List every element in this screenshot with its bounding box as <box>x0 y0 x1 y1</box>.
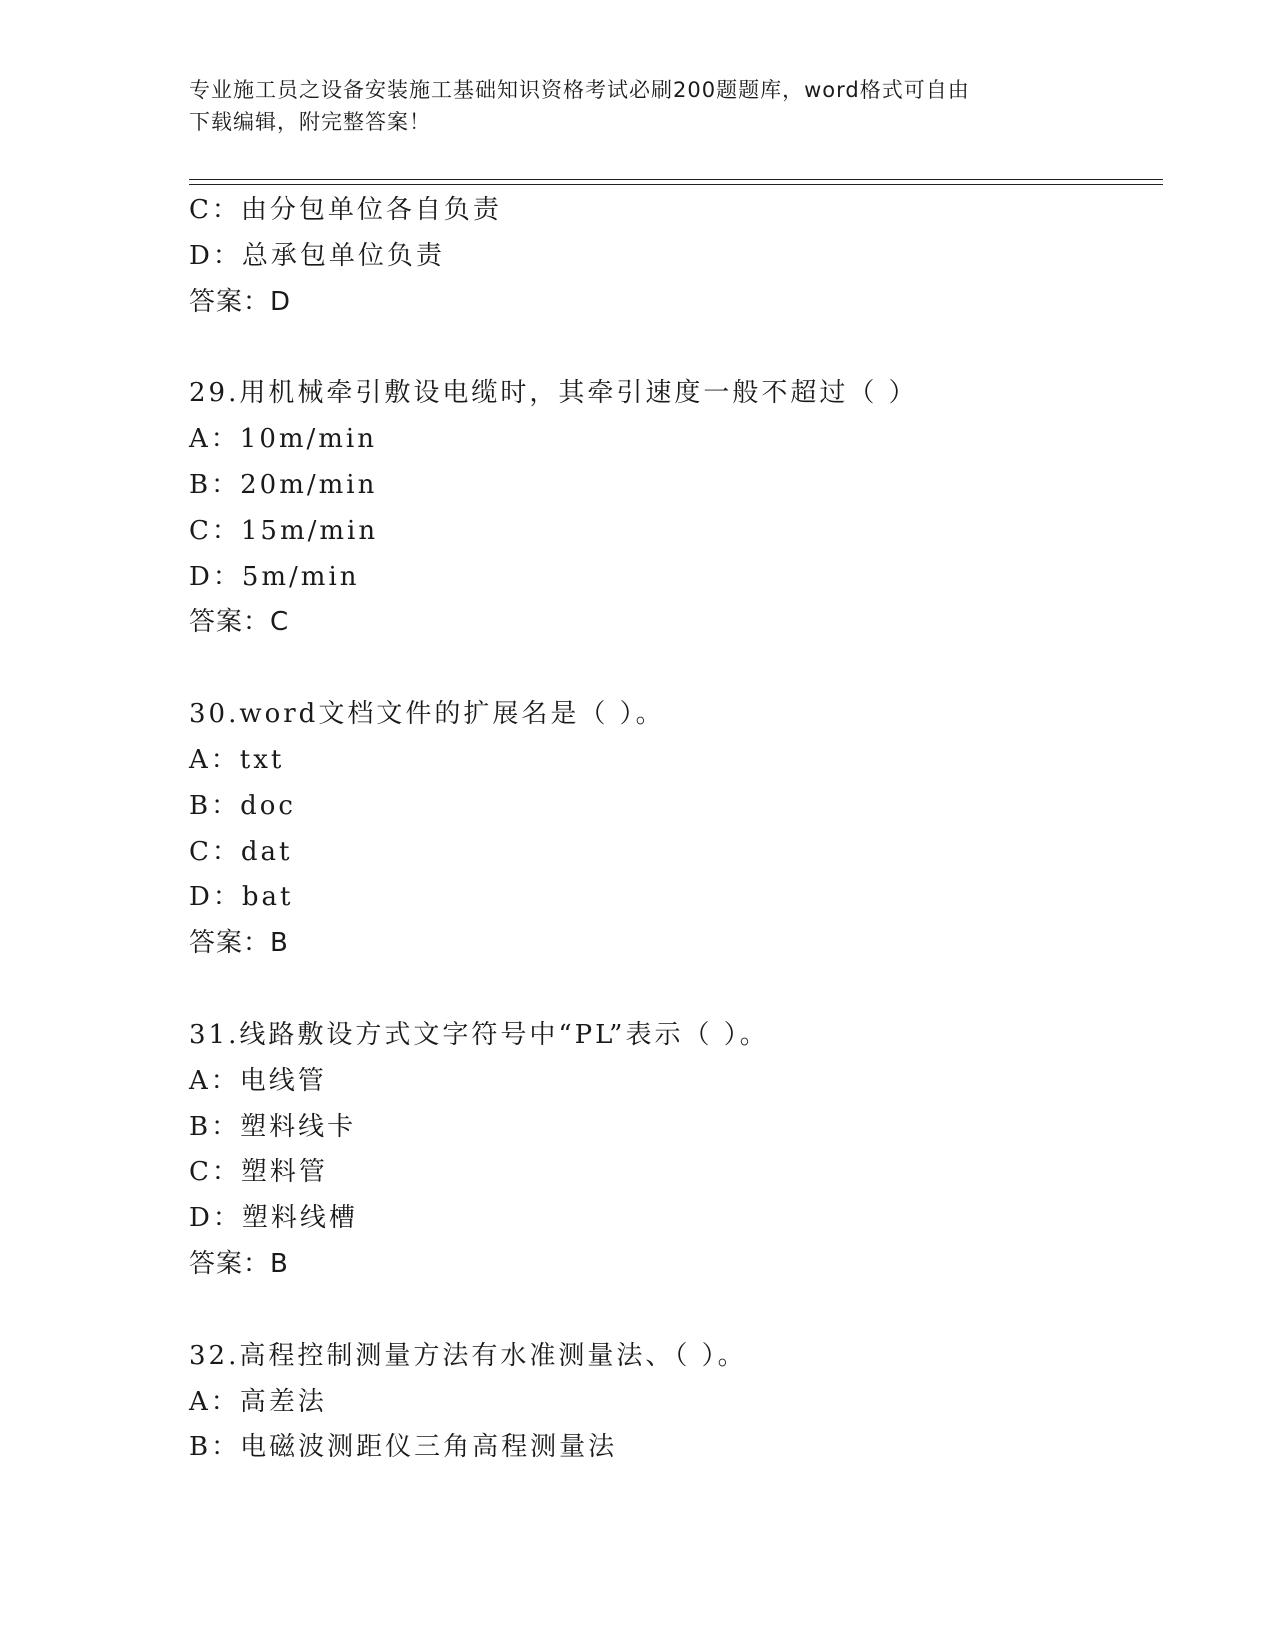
spacer <box>189 1288 1163 1334</box>
question-stem: 29.用机械牵引敷设电缆时，其牵引速度一般不超过（ ） <box>189 378 918 409</box>
spacer <box>189 967 1163 1013</box>
question-29 <box>189 371 1163 646</box>
question-30 <box>189 692 1163 967</box>
header-divider-bottom <box>189 184 1163 185</box>
document-header <box>189 74 1089 138</box>
option-a: A：txt <box>189 744 285 775</box>
option-c: C：15m/min <box>189 515 379 546</box>
question-28-continuation <box>189 188 1163 325</box>
header-line-2: 下载编辑，附完整答案！ <box>189 110 431 134</box>
answer: 答案：B <box>189 928 289 959</box>
option-c: C：塑料管 <box>189 1157 328 1188</box>
answer: 答案：C <box>189 607 290 638</box>
answer: 答案：D <box>189 286 292 317</box>
option-b: B：doc <box>189 790 296 821</box>
question-list <box>189 188 1163 1471</box>
question-stem: 32.高程控制测量方法有水准测量法、（ ）。 <box>189 1340 747 1371</box>
option-b: B：电磁波测距仪三角高程测量法 <box>189 1432 618 1463</box>
option-d: D：bat <box>189 882 294 913</box>
option-d: D：5m/min <box>189 561 360 592</box>
option-d: D：塑料线槽 <box>189 1203 358 1234</box>
answer: 答案：B <box>189 1248 289 1279</box>
question-32 <box>189 1334 1163 1471</box>
spacer <box>189 325 1163 371</box>
option-a: A：电线管 <box>189 1065 327 1096</box>
option-a: A：高差法 <box>189 1386 327 1417</box>
header-line-1: 专业施工员之设备安装施工基础知识资格考试必刷200题题库，word格式可自由 <box>189 78 970 102</box>
spacer <box>189 646 1163 692</box>
question-31 <box>189 1013 1163 1288</box>
question-stem: 30.word文档文件的扩展名是（ ）。 <box>189 699 665 730</box>
header-divider-top <box>189 179 1163 180</box>
option-c: C：dat <box>189 836 293 867</box>
option-b: B：塑料线卡 <box>189 1111 357 1142</box>
option-a: A：10m/min <box>189 424 377 455</box>
option-b: B：20m/min <box>189 469 378 500</box>
option-d: D：总承包单位负责 <box>189 240 445 271</box>
option-c: C：由分包单位各自负责 <box>189 195 502 225</box>
question-stem: 31.线路敷设方式文字符号中“PL”表示（ ）。 <box>189 1019 769 1050</box>
